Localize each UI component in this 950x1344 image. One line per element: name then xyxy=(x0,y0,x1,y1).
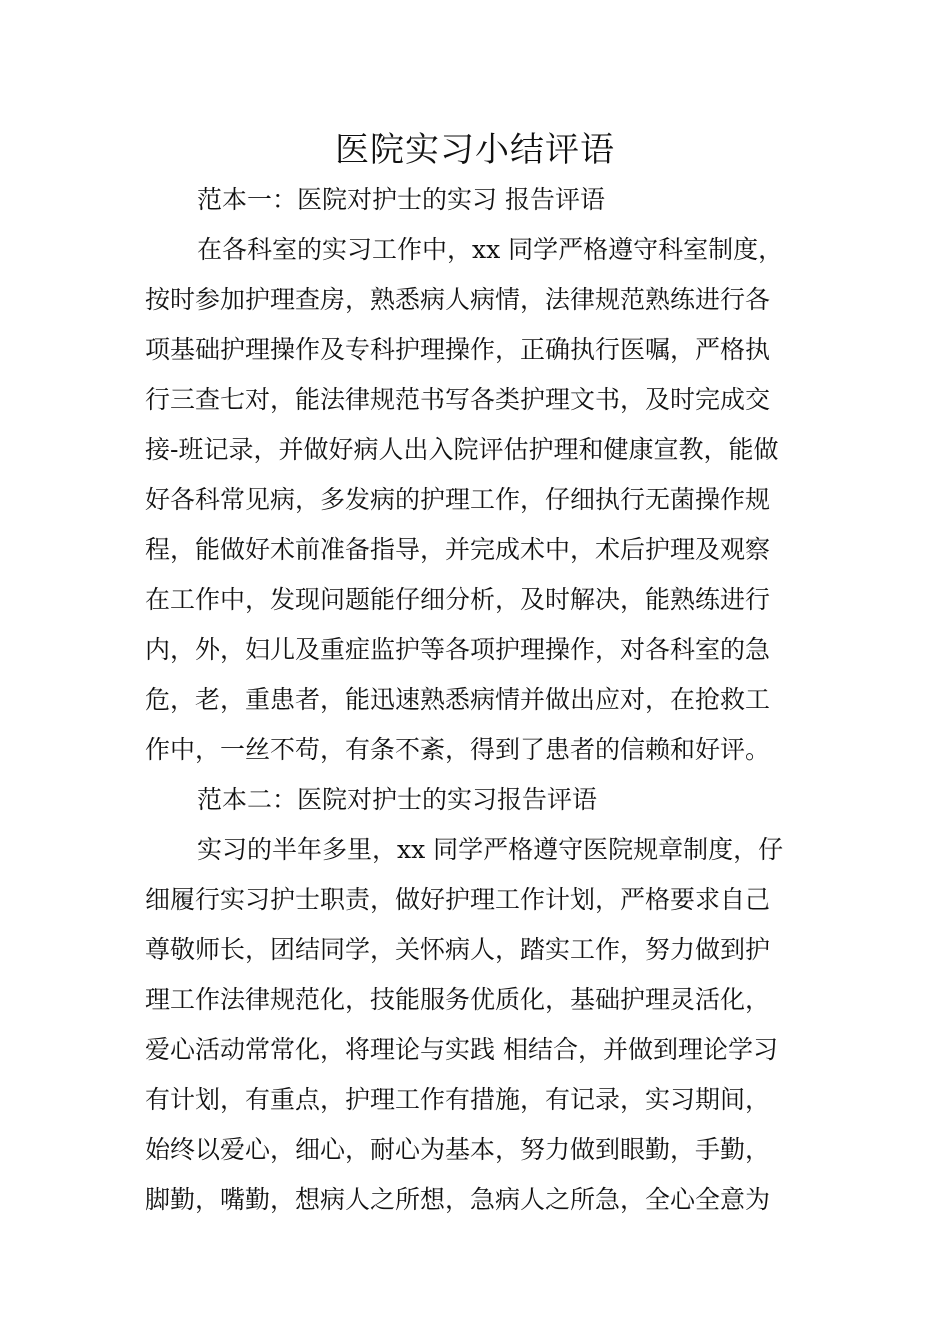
paragraph-line: 行三查七对，能法律规范书写各类护理文书，及时完成交 xyxy=(145,385,771,414)
paragraph-line: 细履行实习护士职责，做好护理工作计划，严格要求自己 xyxy=(145,885,771,914)
paragraph-line: 实习的半年多里，xx 同学严格遵守医院规章制度，仔 xyxy=(197,835,784,864)
paragraph-line: 接-班记录，并做好病人出入院评估护理和健康宣教，能做 xyxy=(145,435,779,464)
section1-heading: 范本一：医院对护士的实习 报告评语 xyxy=(197,185,605,214)
paragraph-line: 好各科常见病，多发病的护理工作，仔细执行无菌操作规 xyxy=(145,485,771,514)
section2-heading: 范本二：医院对护士的实习报告评语 xyxy=(197,785,598,814)
paragraph-line: 爱心活动常常化，将理论与实践 相结合，并做到理论学习 xyxy=(145,1035,778,1064)
paragraph-line: 在工作中，发现问题能仔细分析，及时解决，能熟练进行 xyxy=(145,585,771,614)
paragraph-line: 内，外，妇儿及重症监护等各项护理操作，对各科室的急 xyxy=(145,635,771,664)
document-title: 医院实习小结评语 xyxy=(335,130,615,170)
paragraph-line: 始终以爱心，细心，耐心为基本，努力做到眼勤，手勤， xyxy=(145,1135,771,1164)
paragraph-line: 程，能做好术前准备指导，并完成术中，术后护理及观察 xyxy=(145,535,771,564)
paragraph-line: 尊敬师长，团结同学，关怀病人，踏实工作，努力做到护 xyxy=(145,935,771,964)
paragraph-line: 理工作法律规范化，技能服务优质化，基础护理灵活化， xyxy=(145,985,771,1014)
paragraph-line: 危，老，重患者，能迅速熟悉病情并做出应对，在抢救工 xyxy=(145,685,771,714)
paragraph-line: 在各科室的实习工作中，xx 同学严格遵守科室制度， xyxy=(197,235,784,264)
paragraph-line: 作中，一丝不苟，有条不紊，得到了患者的信赖和好评。 xyxy=(145,735,771,764)
paragraph-line: 按时参加护理查房，熟悉病人病情，法律规范熟练进行各 xyxy=(145,285,771,314)
paragraph-line: 有计划，有重点，护理工作有措施，有记录，实习期间， xyxy=(145,1085,771,1114)
paragraph-line: 脚勤，嘴勤，想病人之所想，急病人之所急，全心全意为 xyxy=(145,1185,771,1214)
paragraph-line: 项基础护理操作及专科护理操作，正确执行医嘱，严格执 xyxy=(145,335,771,364)
